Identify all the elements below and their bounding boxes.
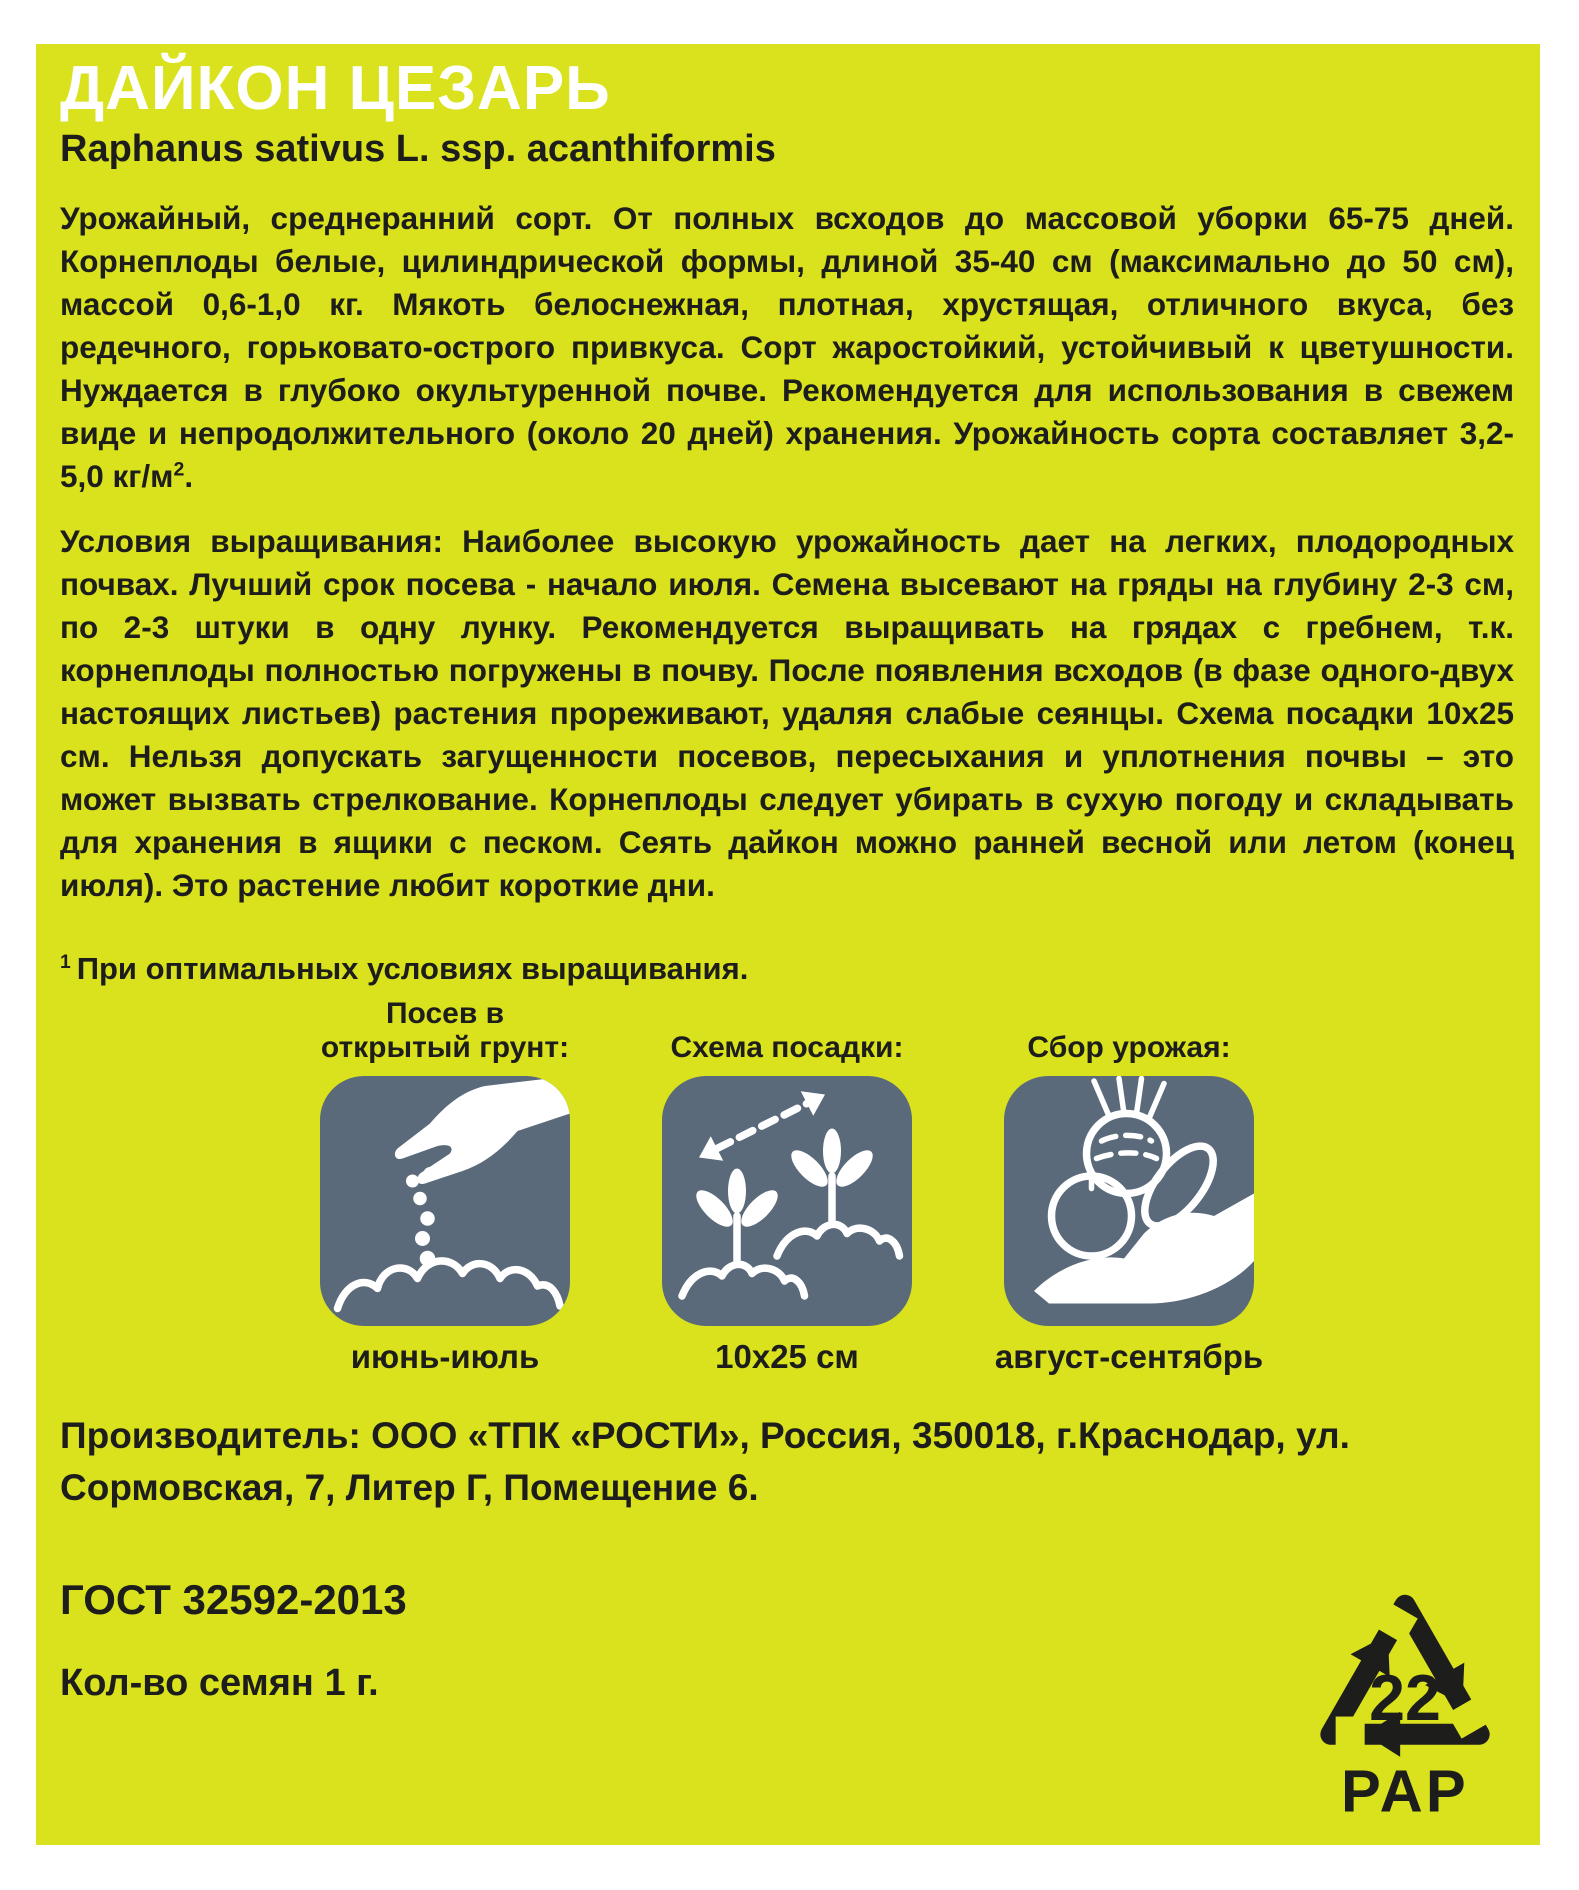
growing-conditions-text: Наиболее высокую урожайность дает на легких, плодородных почвах. Лучший срок посева - начало июля. Семена высевают на гряды на глубину 2-3 см, по 2-3 штуки в одну лунку. Рекомендуется выращивать на грядах с гребнем, т.к. корнеплоды полностью погружены в почву. После появления всходов (в фазе одного-двух настоящих листьев) растения прореживают, удаляя слабые сеянцы. Схема посадки 10х25 см. Нельзя допускать загущенности посевов, пересыхания и уплотнения почвы – это может вызвать стрелкование. Корнеплоды следует убирать в сухую погоду и складывать для хранения в ящики с песком. Сеять дайкон можно ранней весной или летом (конец июля). Это растение любит короткие дни.	[60, 522, 1514, 903]
description-text: Урожайный, среднеранний сорт. От полных всходов до массовой уборки 65-75 дней. Корнеплоды белые, цилиндрической формы, длиной 35-40 см (максимально до 50 см), массой 0,6-1,0 кг. Мякоть белоснежная, плотная, хрустящая, отличного вкуса, без редечного, горьковато-острого привкуса. Сорт жаростойкий, устойчивый к цветушности. Нуждается в глубоко окультуренной почве. Рекомендуется для использования в свежем виде и непродолжительного (около 20 дней) хранения. Урожайность сорта составляет 3,2-5,0 кг/м	[60, 199, 1514, 494]
variety-title: ДАЙКОН ЦЕЗАРЬ	[60, 54, 611, 123]
footnote-text: При оптимальных условиях выращивания.	[76, 950, 749, 986]
pictogram-caption-spacing: 10х25 см	[715, 1337, 859, 1375]
pictogram-column-sowing	[305, 997, 585, 1376]
seed-packet-back-label	[36, 44, 1540, 1845]
pictogram-caption-harvest: август-сентябрь	[994, 1337, 1264, 1375]
gost-standard-text: ГОСТ 32592-2013	[60, 1575, 407, 1623]
growing-conditions-paragraph	[60, 520, 1514, 907]
producer-paragraph	[60, 1410, 1514, 1514]
pictogram-caption-sowing: июнь-июль	[350, 1337, 540, 1375]
square-meter-superscript: 2	[173, 458, 185, 481]
producer-text: ООО «ТПК «РОСТИ», Россия, 350018, г.Краснодар, ул. Сормовская, 7, Литер Г, Помещение 6.	[60, 1414, 1350, 1508]
producer-lead: Производитель:	[60, 1414, 361, 1456]
hand-sowing-seeds-icon	[320, 1076, 570, 1326]
latin-name: Raphanus sativus L. ssp. acanthiformis	[60, 128, 776, 171]
pictogram-row	[60, 997, 1514, 1376]
footnote	[60, 951, 1514, 987]
seed-quantity-text: Кол-во семян 1 г.	[60, 1661, 379, 1704]
pictogram-header-harvest: Сбор урожая:	[1027, 1031, 1231, 1065]
footnote-marker: 1	[60, 951, 71, 973]
pictogram-header-sowing: Посев в открытый грунт:	[320, 996, 570, 1065]
description-paragraph	[60, 197, 1514, 498]
seedling-spacing-icon	[662, 1076, 912, 1326]
pictogram-column-spacing	[647, 1031, 927, 1376]
recycling-symbol-icon	[1300, 1573, 1510, 1823]
hand-harvest-vegetables-icon	[1004, 1076, 1254, 1326]
recycling-material: PAP	[1341, 1757, 1469, 1823]
recycling-code: 22	[1369, 1661, 1441, 1734]
description-tail: .	[184, 457, 194, 494]
growing-conditions-lead: Условия выращивания:	[60, 522, 443, 559]
pictogram-header-spacing: Схема посадки:	[670, 1031, 904, 1065]
pictogram-column-harvest	[989, 1031, 1269, 1376]
